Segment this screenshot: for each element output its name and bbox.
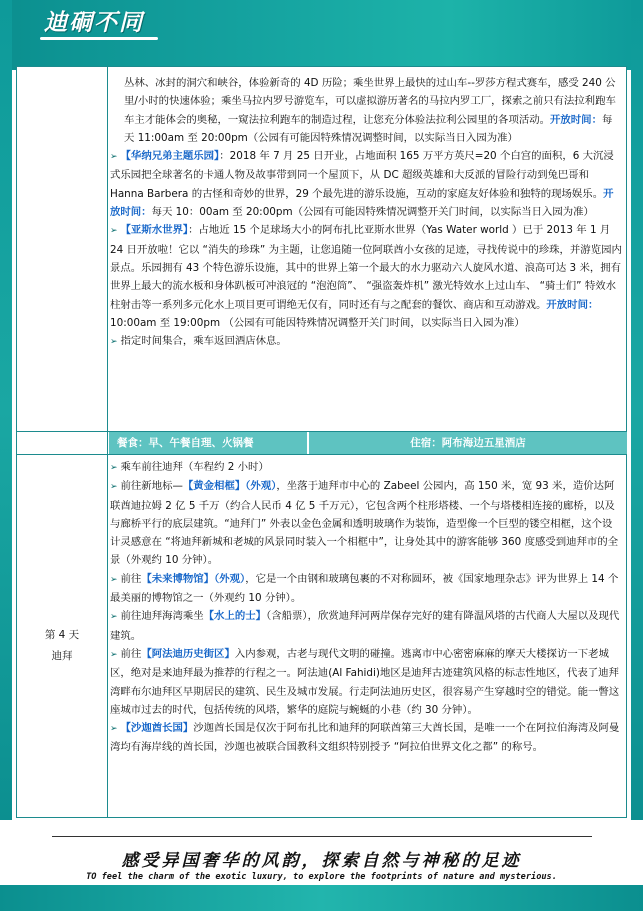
bottom-decor-band (0, 885, 643, 911)
bullet-arrow-icon: ➢ (110, 649, 118, 660)
highlight-text: 开放时间： (546, 298, 599, 311)
body-text: 前往新地标— (120, 480, 183, 493)
body-text: 每天 11:00am 至 20:00pm（公园有可能因特殊情况调整时间，以实际当日入园为准） (124, 113, 613, 144)
day3-yas-water-item (110, 221, 622, 332)
footer-slogan-chinese: 感受异国奢华的风韵，探索自然与神秘的足迹 (121, 851, 522, 871)
day4-label (16, 626, 108, 665)
body-text: 前往迪拜海湾乘坐 (120, 610, 204, 623)
body-text: 每天 10：00am 至 20:00pm（公园有可能因特殊情况调整开关门时间，以实际当日入园为准） (151, 206, 594, 219)
body-text: （含船票），欣赏迪拜河两岸保存完好的建有降温风塔的古代商人大屋以及现代建筑。 (110, 610, 620, 642)
day4-item-future-museum (110, 570, 622, 608)
footer-divider (52, 836, 592, 837)
day4-item-transfer (110, 458, 622, 477)
left-decor-band (0, 0, 12, 820)
bullet-arrow-icon: ➢ (110, 612, 118, 623)
day3-meal-info: 餐食：早、午餐自理、火锅餐 (109, 432, 309, 454)
day4-number: 第 4 天 (44, 629, 80, 641)
highlight-text: 【亚斯水世界】 (120, 224, 189, 237)
bullet-arrow-icon: ➢ (110, 463, 118, 473)
day3-content (110, 74, 622, 351)
highlight-text: 开放时间： (110, 187, 614, 219)
body-text: 前往 (120, 572, 142, 585)
day3-hotel-info: 住宿：阿布海边五星酒店 (309, 432, 627, 454)
right-decor-band (631, 0, 643, 820)
body-text: ，它是一个由钢和玻璃包裹的不对称圆环，被《国家地理杂志》评为世界上 14 个最美丽的博物馆之一（外观约 10 分钟）。 (110, 572, 619, 605)
footer-slogan-english: TO feel the charm of the exotic luxury, to explore the footprints of nature and mysterious. (86, 872, 557, 882)
body-text: ：2018 年 7 月 25 日开业，占地面积 165 万平方英尺=20 个白宫的面积，6 大沉浸式乐园把全球著名的卡通人物及故事带到同一个屋顶下，从 DC 超级英雄和大反派的冒险行动到兔巴哥和 Hanna Barbera 的古怪和奇妙的世界，29 个最先进的游乐设施，互动的家庭友好体验和独特的现场娱乐。 (110, 150, 614, 200)
day3-label-cell (16, 66, 108, 454)
day3-return-item (110, 332, 622, 351)
highlight-text: 【水上的士】 (203, 610, 267, 623)
highlight-text: 【未来博物馆】（外观） (141, 572, 246, 585)
bullet-arrow-icon: ➢ (110, 482, 118, 493)
day4-content (110, 458, 622, 757)
highlight-text: 【黄金相框】（外观） (182, 480, 277, 493)
highlight-text: 开放时间： (550, 113, 602, 126)
bullet-arrow-icon: ➢ (110, 226, 118, 237)
highlight-text: 【阿法迪历史街区】 (141, 647, 235, 660)
day4-item-al-fahidi (110, 645, 622, 719)
day3-meal-bar (109, 432, 627, 454)
body-text: 指定时间集合，乘车返回酒店休息。 (120, 335, 287, 348)
highlight-text: 【沙迦酋长国】 (120, 722, 194, 735)
day4-item-golden-frame (110, 477, 622, 569)
day3-warner-item (110, 147, 622, 221)
body-text: ，坐落于迪拜市中心的 Zabeel 公园内，高 150 米，宽 93 米，造价达阿联酋迪拉姆 2 亿 5 千万（约合人民币 4 亿 5 千万元），它包含两个柱形塔楼、一个与塔楼相连接的廊桥，以及与廊桥平行的底层建筑。“迪拜门” 外表以金色金属和透明玻璃作为装饰，造型像一个巨型的镂空相框，这个设计灵感意在 “将迪拜新城和老城的风景同时装入一个相框中”，让身处其中的游客能够 360 度感受到迪拜市的全景（外观约 10 分钟）。 (110, 480, 619, 567)
bullet-arrow-icon: ➢ (110, 574, 118, 585)
body-text: 沙迦酋长国是仅次于阿布扎比和迪拜的阿联酋第三大酋长国，是唯一一个在阿拉伯海湾及阿曼湾均有海岸线的酋长国，沙迦也被联合国教科文组织特别授予 “阿拉伯世界文化之都” 的称号。 (110, 722, 620, 754)
bullet-arrow-icon: ➢ (110, 152, 118, 163)
brand-underline (40, 37, 158, 40)
day4-item-water-taxi (110, 607, 622, 645)
brand-logo-text: 迪硐不同 (44, 10, 144, 36)
body-text: 乘车前往迪拜（车程约 2 小时） (120, 461, 269, 473)
bullet-arrow-icon: ➢ (110, 337, 118, 348)
highlight-text: 【华纳兄弟主题乐园】 (120, 150, 220, 163)
body-text: 入内参观，古老与现代文明的碰撞。逃离市中心密密麻麻的摩天大楼探访一下老城区，绝对是来迪拜最为推荐的行程之一。阿法迪(Al Fahidi)地区是迪拜古迹建筑风格的标志性地区，代表了迪拜湾畔布尔迪拜区早期居民的建筑、民生及城市发展。行走阿法迪历史区，很容易产生穿越时空的错觉。能一瞥这座城市过去的时代，包括传统的风塔，繁华的庭院与蜿蜒的小巷（约 30 分钟）。 (110, 647, 620, 716)
bullet-arrow-icon: ➢ (110, 724, 118, 735)
body-text: 丛林、冰封的洞穴和峡谷，体验新奇的 4D 历险；乘坐世界上最快的过山车--罗莎方程式赛车，感受 240 公里/小时的快速体验；乘坐马拉内罗号游览车，可以虚拟游历著名的马拉内罗工厂，探索之前只有法拉利跑车车主才能体会的奥秘，一窥法拉利跑车的制造过程，让您充分体验法拉利公园里的各项活动。 (124, 77, 616, 126)
day3-ferrari-text (110, 74, 622, 147)
body-text: 前往 (120, 647, 142, 660)
body-text: 10:00am 至 19:00pm （公园有可能因特殊情况调整开关门时间，以实际当日入园为准） (110, 316, 525, 329)
day4-item-sharjah (110, 719, 622, 757)
body-text: ：占地近 15 个足球场大小的阿布扎比亚斯水世界（Yas Water world ）已于 2013 年 1 月 24 日开放啦！它以 “消失的珍珠” 为主题，让您追随一位阿联酋小女孩的足迹，寻找传说中的珍珠，并游览园内景点。乐园拥有 43 个特色游乐设施，其中的世界上第一个最大的水力驱动六人旋风水道、浪高可达 3 米，拥有世界上最大的流水板和身体趴板可冲浪冠的 “泡泡筒”、 “强盗轰炸机” 激光特效水上过山车、 “骑士们” 特效水柱射击等一系列多元化水上项目更可谓绝无仅有，同时还有与之配套的餐饮、商店和互动游戏。 (110, 224, 622, 311)
day4-city: 迪拜 (51, 650, 73, 662)
